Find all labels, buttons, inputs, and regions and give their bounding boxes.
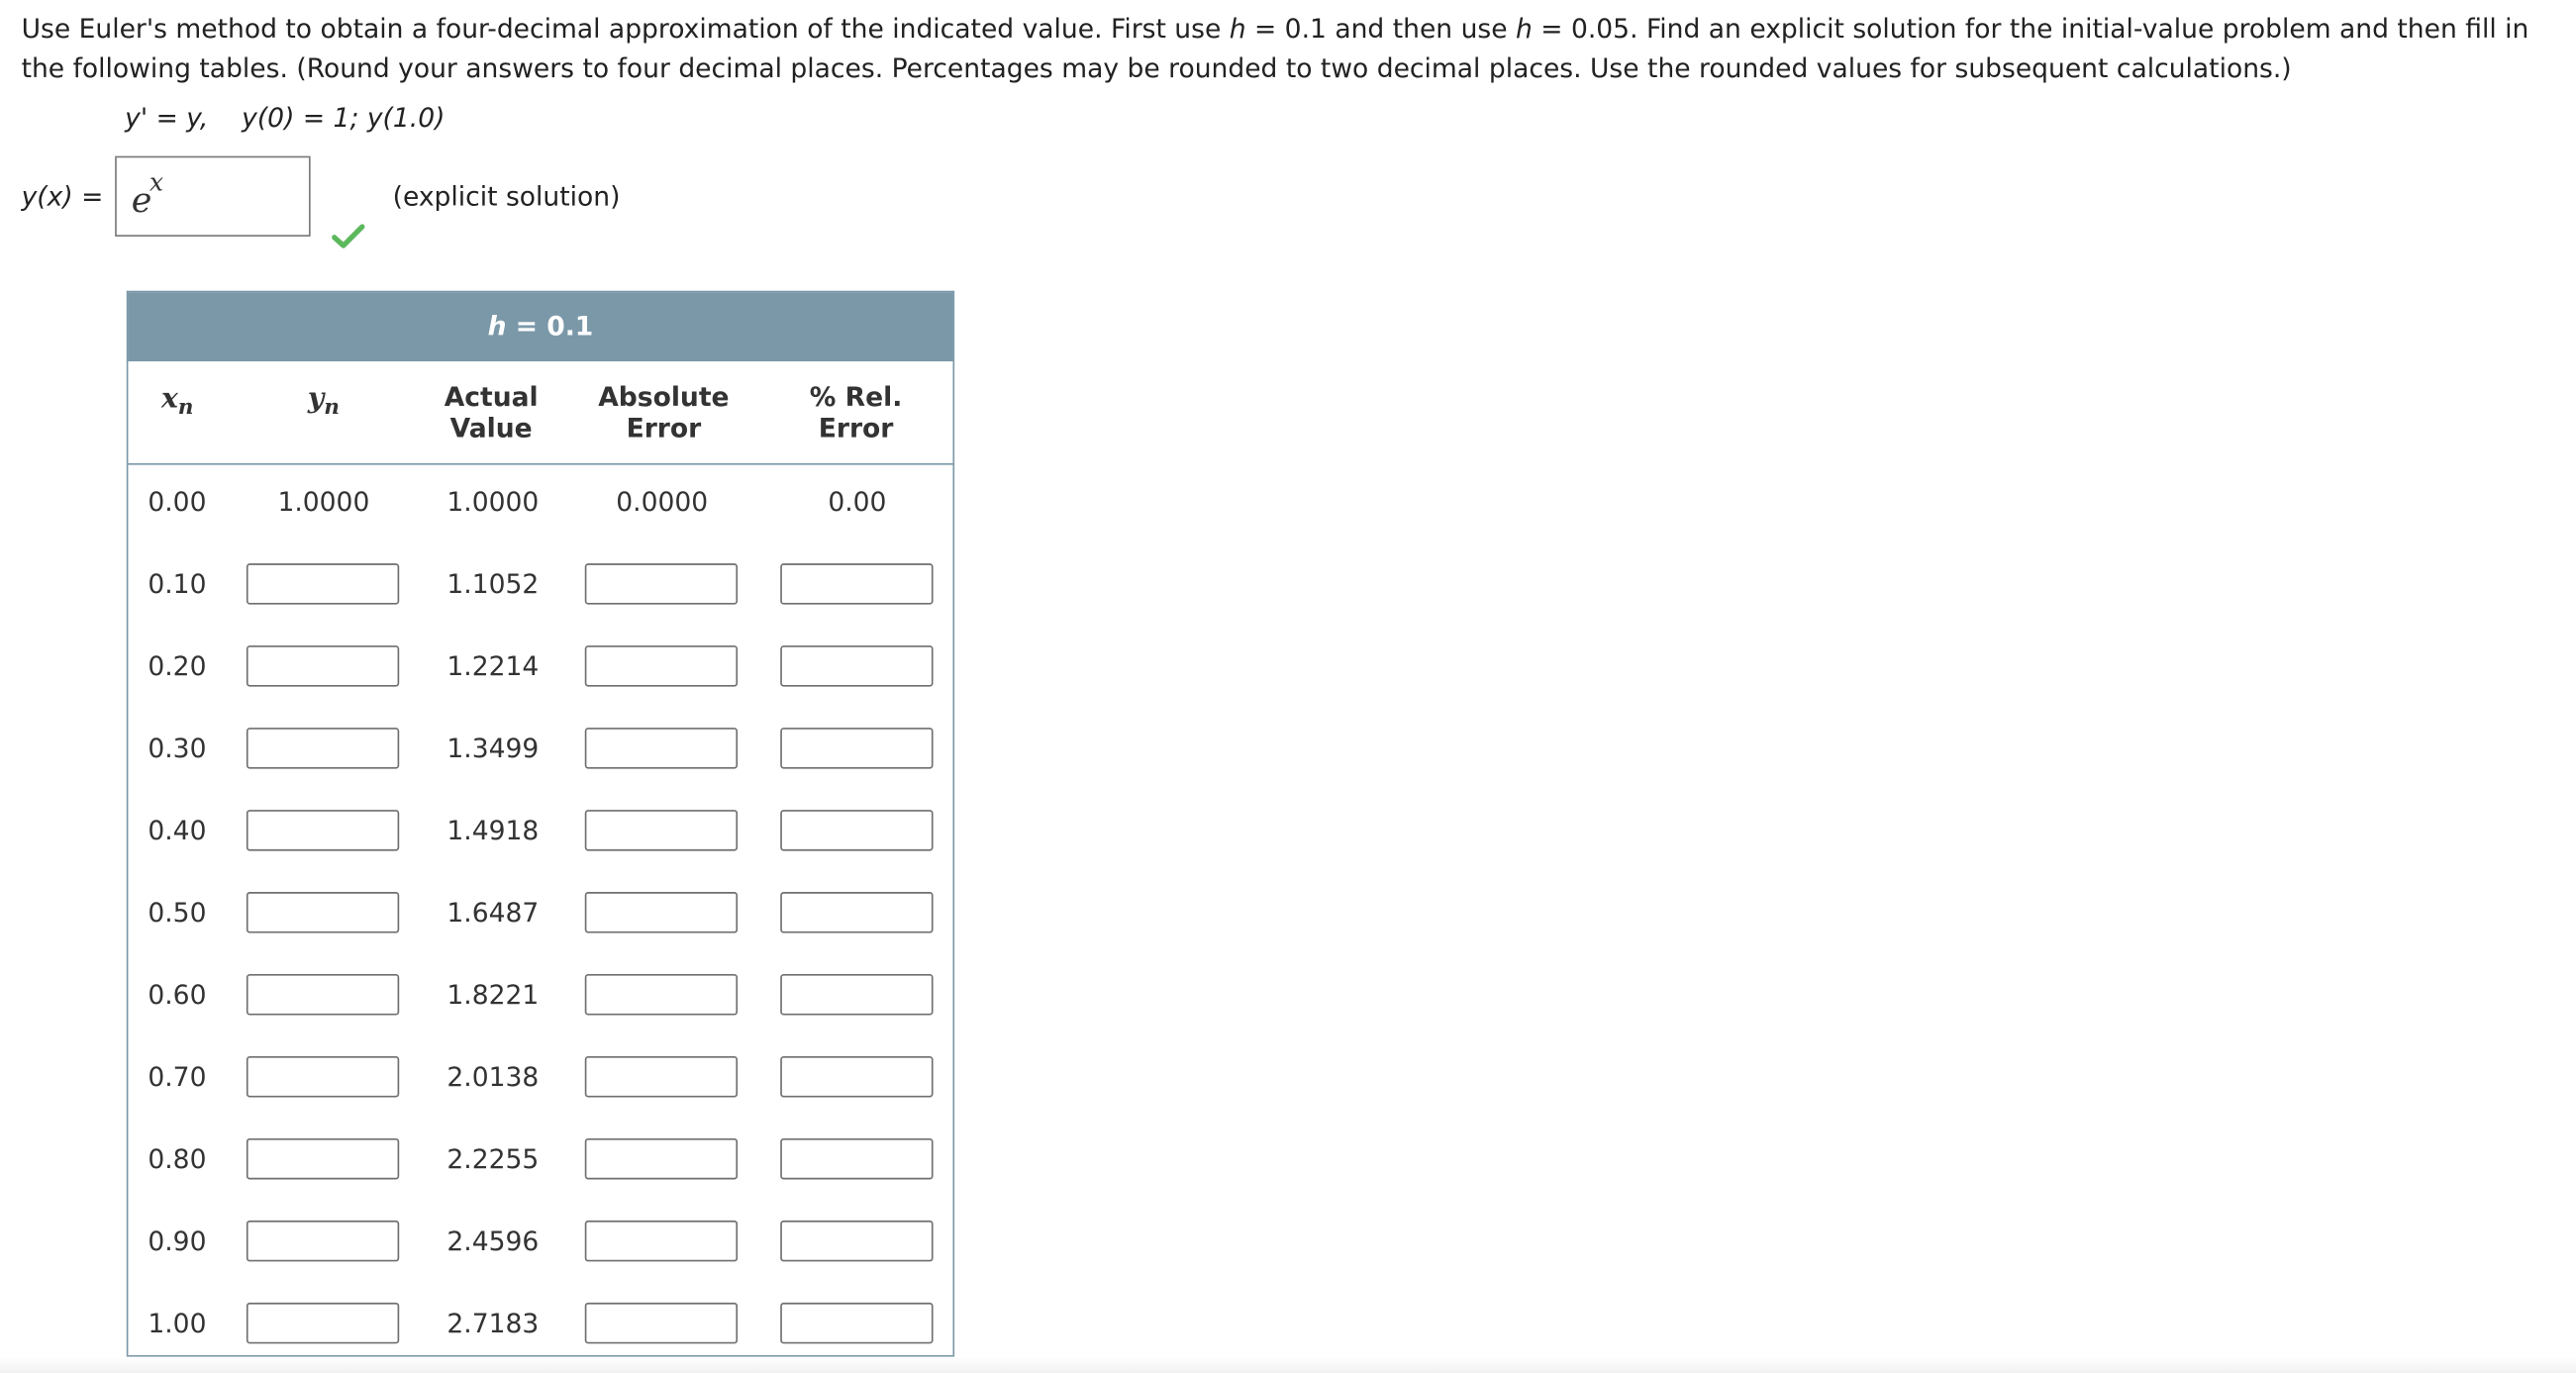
yn-input[interactable] (247, 728, 399, 768)
yn-input[interactable] (247, 892, 399, 932)
table-row (128, 465, 952, 547)
answer-exponent: x (149, 167, 164, 198)
table-title: h = 0.1 (128, 292, 952, 361)
cell-xn: 0.90 (148, 1225, 207, 1257)
ivp-equation: y' = y, (125, 101, 209, 134)
h-symbol: h (1229, 13, 1246, 45)
cell-xn: 0.50 (148, 897, 207, 929)
table-row (128, 547, 952, 630)
yn-input[interactable] (247, 645, 399, 686)
cell-xn: 0.30 (148, 733, 207, 764)
cell-xn: 0.70 (148, 1060, 207, 1093)
relative-error-input[interactable] (780, 974, 933, 1015)
yn-input[interactable] (247, 1138, 399, 1179)
relative-error-input[interactable] (780, 1056, 933, 1097)
table-row (128, 1204, 952, 1286)
instructions-text: Use Euler's method to obtain a four-decimal approximation of the indicated value. First use (21, 13, 1230, 45)
cell-actual-value: 1.0000 (446, 486, 540, 518)
absolute-error-input[interactable] (585, 1221, 738, 1261)
table-row (128, 1122, 952, 1204)
absolute-error-input[interactable] (585, 645, 738, 686)
relative-error-input[interactable] (780, 1303, 933, 1343)
relative-error-input[interactable] (780, 645, 933, 686)
problem-instructions (22, 10, 2565, 89)
cell-xn: 0.00 (148, 486, 207, 518)
yn-input[interactable] (247, 1221, 399, 1261)
header-actual-value: Actual Value (444, 380, 539, 444)
page-bottom-edge (0, 1357, 2576, 1373)
yn-input[interactable] (247, 810, 399, 850)
cell-actual-value: 1.1052 (446, 568, 540, 600)
relative-error-input[interactable] (780, 1138, 933, 1179)
relative-error-input[interactable] (780, 563, 933, 604)
cell-actual-value: 1.4918 (446, 815, 540, 846)
initial-value-problem (125, 102, 445, 135)
header-relative-error: % Rel. Error (809, 380, 903, 444)
cell-relative-error: 0.00 (828, 486, 887, 518)
absolute-error-input[interactable] (585, 892, 738, 932)
table-row (128, 793, 952, 875)
absolute-error-input[interactable] (585, 974, 738, 1015)
cell-actual-value: 1.8221 (446, 979, 540, 1011)
yn-input[interactable] (247, 1056, 399, 1097)
solution-label: y(x) = (21, 180, 112, 213)
table-row (128, 957, 952, 1039)
header-yn: $y_n$ (307, 382, 340, 421)
euler-table-h-0-1 (127, 291, 954, 1357)
cell-actual-value: 1.6487 (446, 897, 540, 929)
absolute-error-input[interactable] (585, 563, 738, 604)
cell-xn: 0.80 (148, 1142, 207, 1175)
instructions-text: = 0.1 and then use (1245, 13, 1517, 45)
header-xn: $x_n$ (160, 382, 194, 421)
instructions-text: = 0.05. Find an explicit solution for the initial-value problem and then fill in the following tables. (Round your answers to four decimal places. Percentages may be rounded to two decimal places. Use the rounded values for subsequent calculations.) (21, 13, 2529, 84)
ivp-condition: y(0) = 1; y(1.0) (242, 101, 446, 134)
relative-error-input[interactable] (780, 1221, 933, 1261)
cell-xn: 0.10 (148, 568, 207, 600)
explicit-solution-input[interactable] (115, 156, 310, 237)
table-row (128, 630, 952, 712)
absolute-error-input[interactable] (585, 1138, 738, 1179)
explicit-solution-note: (explicit solution) (392, 180, 621, 213)
column-headers (128, 361, 952, 465)
cell-yn: 1.0000 (277, 486, 370, 518)
table-row (128, 1039, 952, 1122)
relative-error-input[interactable] (780, 728, 933, 768)
answer-base: e (131, 180, 152, 221)
table-row (128, 875, 952, 957)
relative-error-input[interactable] (780, 892, 933, 932)
yn-input[interactable] (247, 974, 399, 1015)
yn-input[interactable] (247, 1303, 399, 1343)
cell-actual-value: 2.4596 (446, 1225, 540, 1257)
absolute-error-input[interactable] (585, 1056, 738, 1097)
cell-actual-value: 2.2255 (446, 1142, 540, 1175)
cell-absolute-error: 0.0000 (616, 486, 709, 518)
cell-xn: 1.00 (148, 1307, 207, 1339)
header-absolute-error: Absolute Error (598, 380, 730, 444)
absolute-error-input[interactable] (585, 728, 738, 768)
cell-actual-value: 2.0138 (446, 1060, 540, 1093)
absolute-error-input[interactable] (585, 810, 738, 850)
relative-error-input[interactable] (780, 810, 933, 850)
cell-actual-value: 2.7183 (446, 1307, 540, 1339)
yn-input[interactable] (247, 563, 399, 604)
table-row (128, 712, 952, 794)
cell-actual-value: 1.3499 (446, 733, 540, 764)
checkmark-icon (332, 224, 364, 250)
cell-xn: 0.20 (148, 650, 207, 682)
cell-xn: 0.40 (148, 815, 207, 846)
cell-actual-value: 1.2214 (446, 650, 540, 682)
absolute-error-input[interactable] (585, 1303, 738, 1343)
h-symbol: h (1516, 13, 1533, 45)
cell-xn: 0.60 (148, 979, 207, 1011)
